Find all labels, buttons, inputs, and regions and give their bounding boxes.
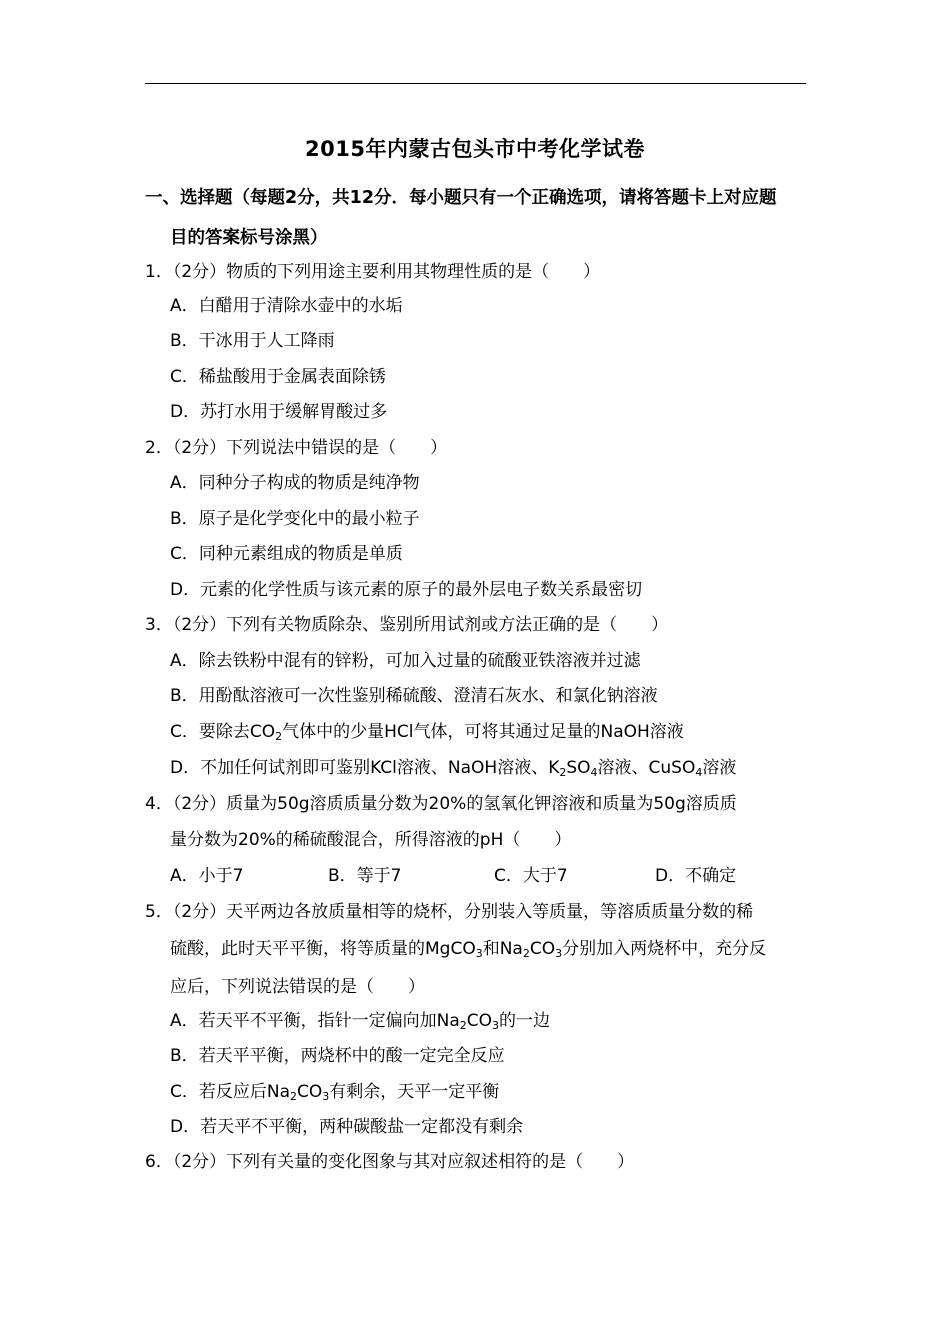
question-3-option-c (170, 720, 684, 744)
question-5-stem-line2-part3: CO (529, 939, 556, 959)
question-4-stem-line1: 4．（2分）质量为50g溶质质量分数为20%的氢氧化钾溶液和质量为50g溶质质 (145, 794, 737, 814)
question-3-option-d-part3: 溶液、CuSO (597, 758, 696, 778)
question-1-option-d: D．苏打水用于缓解胃酸过多 (170, 402, 388, 422)
question-3-option-c-part1: C．要除去CO (170, 722, 276, 742)
question-5-stem-line2-sub2: 2 (522, 947, 530, 960)
question-5-option-a-part1: A．若天平不平衡，指针一定偏向加Na (170, 1011, 460, 1031)
question-4-option-c: C．大于7 (494, 866, 568, 886)
page-title: 2015年内蒙古包头市中考化学试卷 (305, 137, 645, 161)
question-5-option-c-part1: C．若反应后Na (170, 1082, 291, 1102)
question-3-option-d-sub3: 4 (695, 766, 703, 779)
question-3-option-d-sub2: 4 (590, 766, 598, 779)
question-5-option-c (170, 1080, 499, 1104)
question-2-option-d: D．元素的化学性质与该元素的原子的最外层电子数关系最密切 (170, 580, 643, 600)
question-2-option-a: A．同种分子构成的物质是纯净物 (170, 473, 420, 493)
question-5-stem-line2-part2: 和Na (482, 939, 523, 959)
question-5-option-b: B．若天平平衡，两烧杯中的酸一定完全反应 (170, 1046, 505, 1066)
question-3-option-a: A．除去铁粉中混有的锌粉，可加入过量的硫酸亚铁溶液并过滤 (170, 651, 641, 671)
question-5-stem-line2 (170, 937, 766, 961)
question-3-option-b: B．用酚酞溶液可一次性鉴别稀硫酸、澄清石灰水、和氯化钠溶液 (170, 686, 658, 706)
question-4-option-b: B．等于7 (328, 866, 402, 886)
question-3-option-c-part2: 气体中的少量HCl气体，可将其通过足量的NaOH溶液 (282, 722, 684, 742)
question-1-stem: 1．（2分）物质的下列用途主要利用其物理性质的是（ ） (145, 262, 601, 282)
question-5-option-c-sub2: 3 (322, 1090, 330, 1103)
question-3-option-d-part2: SO (566, 758, 591, 778)
question-3-option-d-part4: 溶液 (702, 758, 737, 778)
question-4-option-d: D．不确定 (655, 866, 737, 886)
question-5-option-d: D．若天平不平衡，两种碳酸盐一定都没有剩余 (170, 1117, 524, 1137)
question-5-option-c-sub1: 2 (290, 1090, 298, 1103)
question-4-stem-line2: 量分数为20%的稀硫酸混合，所得溶液的pH（ ） (170, 830, 572, 850)
question-5-stem-line2-sub1: 3 (475, 947, 483, 960)
question-3-option-c-sub: 2 (275, 730, 283, 743)
question-2-option-c: C．同种元素组成的物质是单质 (170, 544, 403, 564)
section-heading-line1: 一、选择题（每题2分，共12分．每小题只有一个正确选项，请将答题卡上对应题 (145, 188, 777, 208)
question-5-option-a (170, 1009, 550, 1033)
question-5-option-a-sub2: 3 (492, 1019, 500, 1032)
question-5-option-a-sub1: 2 (459, 1019, 467, 1032)
question-5-option-c-part3: 有剩余，天平一定平衡 (329, 1082, 500, 1102)
header-rule (145, 83, 806, 84)
question-5-option-a-part3: 的一边 (499, 1011, 551, 1031)
question-5-stem-line3: 应后，下列说法错误的是（ ） (170, 977, 425, 997)
question-3-option-d (170, 756, 736, 780)
question-5-stem-line2-sub3: 3 (555, 947, 563, 960)
question-5-option-a-part2: CO (466, 1011, 493, 1031)
question-3-stem: 3．（2分）下列有关物质除杂、鉴别所用试剂或方法正确的是（ ） (145, 615, 669, 635)
question-5-option-c-part2: CO (297, 1082, 323, 1102)
question-1-option-c: C．稀盐酸用于金属表面除锈 (170, 367, 386, 387)
question-2-stem: 2．（2分）下列说法中错误的是（ ） (145, 438, 448, 458)
question-3-option-d-sub1: 2 (559, 766, 567, 779)
question-2-option-b: B．原子是化学变化中的最小粒子 (170, 509, 420, 529)
question-5-stem-line2-part1: 硫酸，此时天平平衡，将等质量的MgCO (170, 939, 476, 959)
question-3-option-d-part1: D．不加任何试剂即可鉴别KCl溶液、NaOH溶液、K (170, 758, 560, 778)
question-5-stem-line2-part4: 分别加入两烧杯中，充分反 (562, 939, 767, 959)
question-1-option-a: A．白醋用于清除水壶中的水垢 (170, 296, 403, 316)
question-6-stem: 6．（2分）下列有关量的变化图象与其对应叙述相符的是（ ） (145, 1152, 635, 1172)
section-heading-line2: 目的答案标号涂黑） (170, 228, 328, 248)
question-5-stem-line1: 5．（2分）天平两边各放质量相等的烧杯，分别装入等质量，等溶质质量分数的稀 (145, 902, 754, 922)
question-1-option-b: B．干冰用于人工降雨 (170, 331, 335, 351)
question-4-option-a: A．小于7 (170, 866, 244, 886)
